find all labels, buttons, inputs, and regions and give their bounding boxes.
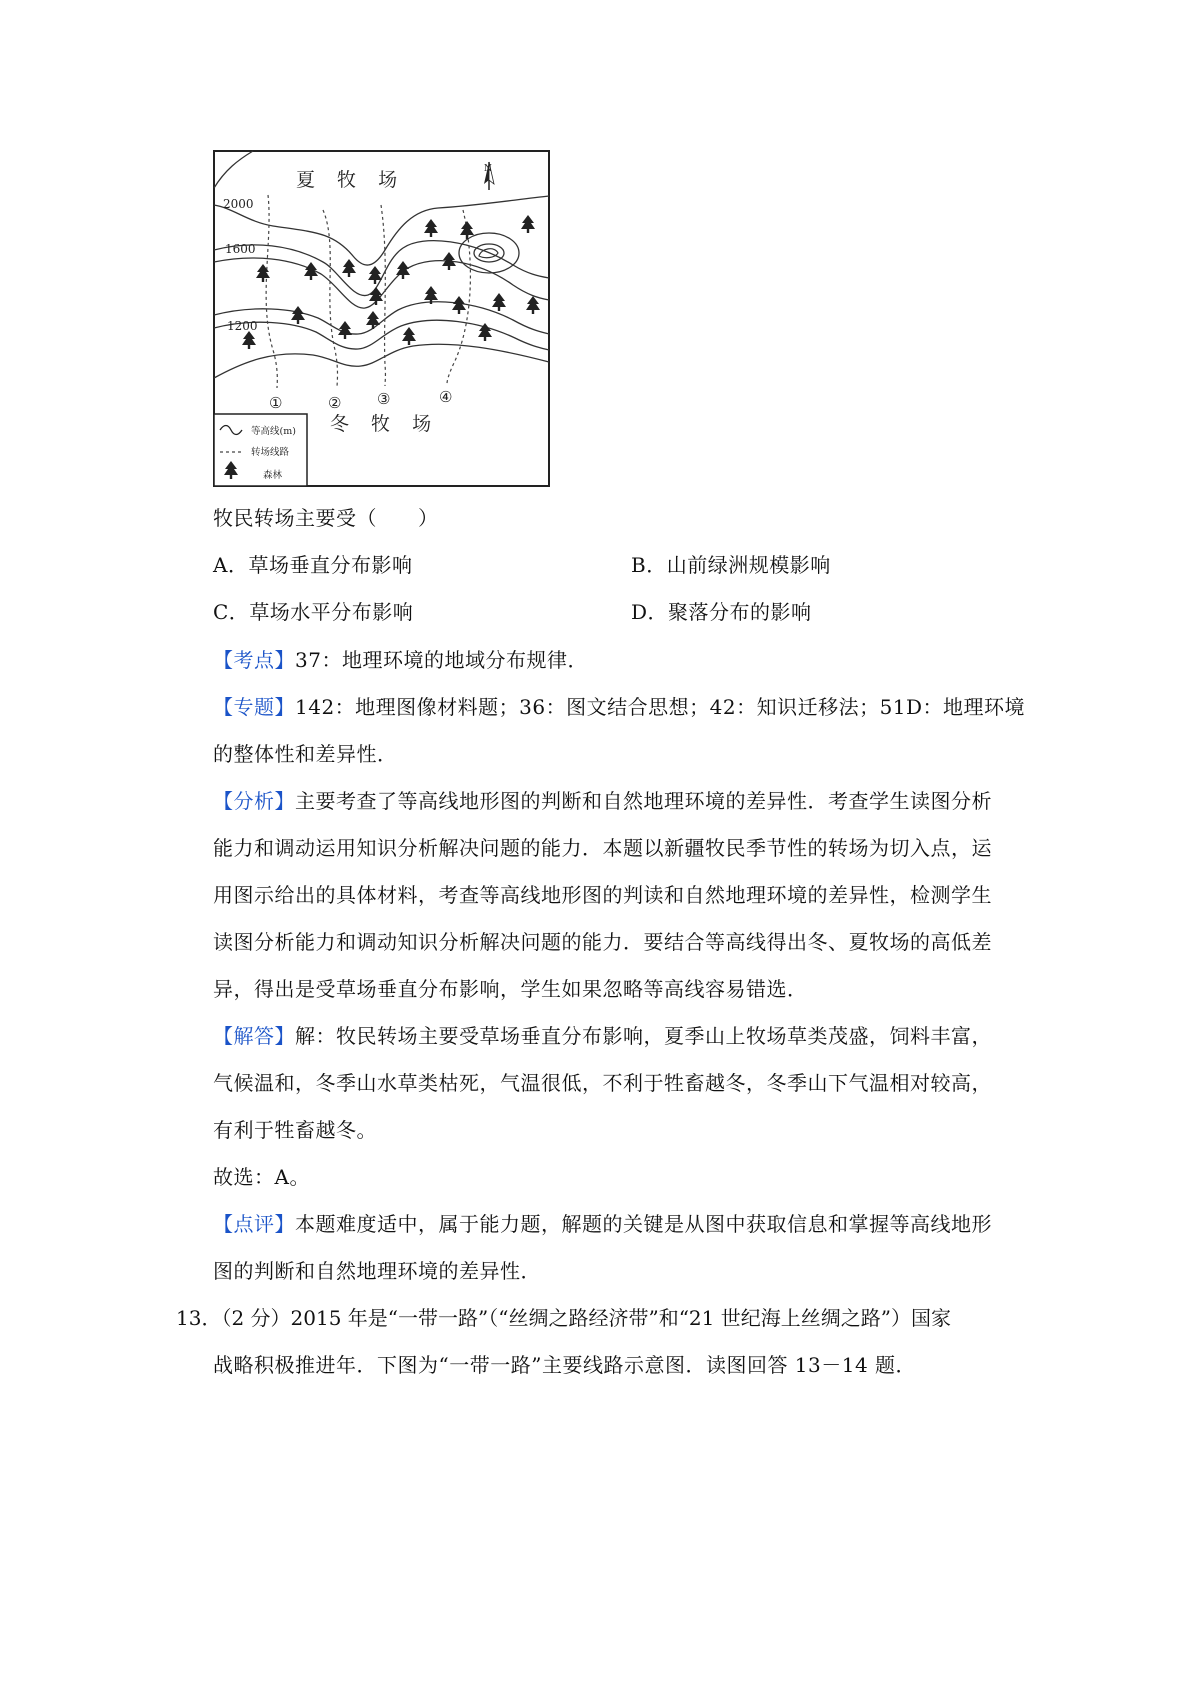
option-b-text: 山前绿洲规模影响: [666, 553, 831, 577]
zhuanti-line-2: 的整体性和差异性．: [213, 742, 398, 766]
zhuanti-line-1: 142：地理图像材料题；36：图文结合思想；42：知识迁移法；51D：地理环境: [295, 695, 1026, 719]
question-stem: 牧民转场主要受（ ）: [213, 506, 439, 530]
jieda-section: [213, 1022, 992, 1050]
svg-text:N: N: [484, 164, 492, 174]
route-label-1: ①: [269, 394, 283, 412]
option-b-letter: B．: [631, 553, 667, 577]
contour-label-1600: 1600: [225, 242, 256, 256]
fenxi-line-3: 用图示给出的具体材料，考查等高线地形图的判读和自然地理环境的差异性，检测学生: [213, 883, 992, 907]
question-13-number: 13．: [176, 1306, 222, 1330]
summer-pasture-label: 夏 牧 场: [296, 169, 406, 191]
question-13-line-1: （2 分）2015 年是“一带一路”（“丝绸之路经济带”和“21 世纪海上丝绸之路”）国家: [221, 1306, 951, 1330]
route-label-4: ④: [439, 388, 453, 406]
zhuanti-section: [213, 693, 1025, 721]
option-c[interactable]: [213, 598, 413, 626]
option-c-text: 草场水平分布影响: [249, 600, 414, 624]
option-a-letter: A．: [213, 553, 249, 577]
contour-map-figure: [213, 150, 550, 487]
option-d-text: 聚落分布的影响: [668, 600, 812, 624]
legend-route-label: 转场线路: [251, 447, 290, 458]
fenxi-line-5: 异，得出是受草场垂直分布影响，学生如果忽略等高线容易错选．: [213, 977, 808, 1001]
contour-label-2000: 2000: [223, 197, 254, 211]
map-legend: [214, 414, 307, 486]
dianping-line-2: 图的判断和自然地理环境的差异性．: [213, 1259, 541, 1283]
kaodian-section: [213, 646, 588, 674]
route-label-3: ③: [377, 390, 391, 408]
question-13-line-2: 战略积极推进年．下图为“一带一路”主要线路示意图．读图回答 13－14 题．: [213, 1353, 917, 1377]
fenxi-line-2: 能力和调动运用知识分析解决问题的能力．本题以新疆牧民季节性的转场为切入点，运: [213, 836, 992, 860]
dianping-line-1: 本题难度适中，属于能力题，解题的关键是从图中获取信息和掌握等高线地形: [295, 1212, 992, 1236]
zhuanti-tag: 【专题】: [213, 695, 295, 719]
option-a-text: 草场垂直分布影响: [248, 553, 413, 577]
fenxi-section: [213, 787, 992, 815]
jieda-line-1: 解：牧民转场主要受草场垂直分布影响，夏季山上牧场草类茂盛，饲料丰富，: [295, 1024, 992, 1048]
option-d-letter: D．: [631, 600, 669, 624]
option-d[interactable]: [631, 598, 812, 626]
option-a[interactable]: [213, 551, 412, 579]
route-label-2: ②: [328, 394, 342, 412]
fenxi-tag: 【分析】: [213, 789, 295, 813]
kaodian-tag: 【考点】: [213, 648, 295, 672]
fenxi-line-4: 读图分析能力和调动知识分析解决问题的能力．要结合等高线得出冬、夏牧场的高低差: [213, 930, 992, 954]
answer-line: 故选：A。: [213, 1165, 310, 1189]
winter-pasture-label: 冬 牧 场: [330, 413, 440, 435]
dianping-section: [213, 1210, 992, 1238]
option-b[interactable]: [631, 551, 831, 579]
question-13: [176, 1304, 951, 1332]
contour-label-1200: 1200: [227, 319, 258, 333]
fenxi-line-1: 主要考查了等高线地形图的判断和自然地理环境的差异性．考查学生读图分析: [295, 789, 992, 813]
jieda-tag: 【解答】: [213, 1024, 295, 1048]
jieda-line-2: 气候温和，冬季山水草类枯死，气温很低，不利于牲畜越冬，冬季山下气温相对较高，: [213, 1071, 992, 1095]
kaodian-text: 37：地理环境的地域分布规律．: [295, 648, 588, 672]
legend-forest-label: 森林: [263, 470, 283, 481]
legend-contour-label: 等高线(m): [251, 426, 296, 437]
dianping-tag: 【点评】: [213, 1212, 295, 1236]
jieda-line-3: 有利于牲畜越冬。: [213, 1118, 377, 1142]
option-c-letter: C．: [213, 600, 250, 624]
